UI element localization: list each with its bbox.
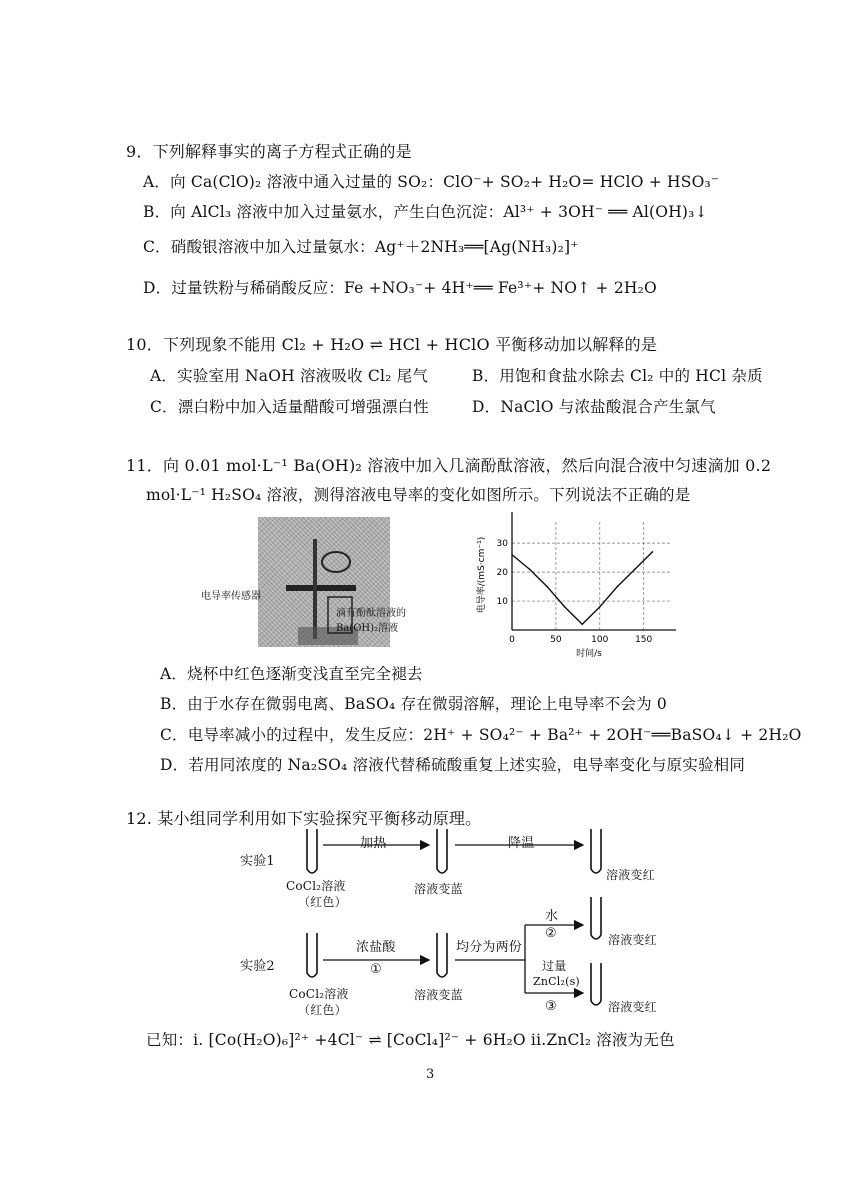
data-point-8 (652, 551, 654, 553)
q12-known: 已知：i. [Co(H₂O)₆]²⁺ +4Cl⁻ ⇌ [CoCl₄]²⁻ + 6H₂O ii.ZnCl₂ 溶液为无色 (146, 1031, 675, 1049)
page-number: 3 (426, 1067, 435, 1082)
exp1-start-color: （红色） (298, 895, 347, 909)
data-point-0 (511, 554, 513, 556)
exp1-tube-start (307, 829, 317, 873)
data-point-3 (564, 606, 566, 608)
y-tick-label-2: 30 (496, 539, 508, 550)
exp2-start-solution: CoCl₂溶液 (289, 987, 349, 1001)
q10-option-b: B．用饱和食盐水除去 Cl₂ 中的 HCl 杂质 (472, 367, 763, 385)
q11-option-a: A．烧杯中红色逐渐变浅直至完全褪去 (160, 665, 423, 683)
q10-option-c: C．漂白粉中加入适量醋酸可增强漂白性 (150, 398, 429, 416)
exp2-tube-water (591, 897, 601, 939)
exp2-tube-mid (437, 933, 447, 977)
data-point-7 (634, 568, 636, 570)
q10-option-d: D．NaClO 与浓盐酸混合产生氯气 (472, 398, 716, 416)
q9-option-d: D．过量铁粉与稀硝酸反应：Fe +NO₃⁻+ 4H⁺══ Fe³⁺+ NO↑ + 2H₂O (143, 279, 657, 297)
q9-stem: 9．下列解释事实的离子方程式正确的是 (126, 142, 412, 161)
exp2-excess-label: 过量 (542, 959, 567, 973)
exp2-start-color: （红色） (298, 1003, 347, 1017)
exp1-tube-mid (437, 829, 447, 873)
exp2-step2-number: ② (545, 926, 557, 941)
q10-option-a: A．实验室用 NaOH 溶液吸收 Cl₂ 尾气 (150, 367, 429, 385)
exp1-end-result: 溶液变红 (606, 868, 655, 882)
x-axis-label: 时间/s (576, 649, 602, 658)
exp2-step1-number: ① (370, 962, 382, 977)
q12-stem: 12. 某小组同学利用如下实验探究平衡移动原理。 (126, 809, 482, 828)
exp1-heat-label: 加热 (360, 836, 387, 851)
data-point-6 (617, 586, 619, 588)
exp1-label: 实验1 (240, 854, 275, 869)
x-tick-label-2: 100 (591, 635, 609, 645)
solution-label-1: 滴有酚酞溶液的 (336, 608, 406, 619)
q10-stem: 10．下列现象不能用 Cl₂ + H₂O ⇌ HCl + HClO 平衡移动加以解释的是 (126, 335, 658, 354)
x-tick-label-3: 150 (635, 635, 653, 645)
exp1-tube-end (591, 829, 601, 873)
q11-stem-line1: 11．向 0.01 mol·L⁻¹ Ba(OH)₂ 溶液中加入几滴酚酞溶液，然后向混合液中匀速滴加 0.2 (126, 456, 772, 475)
q9-option-a: A．向 Ca(ClO)₂ 溶液中通入过量的 SO₂：ClO⁻+ SO₂+ H₂O= HClO + HSO₃⁻ (143, 173, 720, 191)
exp2-tube-start (307, 933, 317, 977)
x-tick-label-1: 50 (550, 635, 562, 645)
exp2-water-label: 水 (545, 909, 559, 924)
exp2-zncl2-label: ZnCl₂(s) (533, 975, 580, 988)
exp2-mid-result: 溶液变蓝 (414, 988, 463, 1002)
y-tick-label-0: 10 (496, 597, 508, 608)
data-point-4 (581, 623, 583, 625)
conductivity-chart (470, 508, 690, 658)
data-point-5 (599, 606, 601, 608)
exp2-split-label: 均分为两份 (456, 940, 523, 955)
data-point-2 (546, 586, 548, 588)
exp2-label: 实验2 (240, 959, 275, 974)
exp1-start-solution: CoCl₂溶液 (286, 879, 346, 893)
y-axis-label: 电导率/(mS·cm⁻¹) (477, 536, 487, 614)
exp2-hcl-label: 浓盐酸 (356, 940, 396, 955)
q11-option-c: C．电导率减小的过程中，发生反应：2H⁺ + SO₄²⁻ + Ba²⁺ + 2OH⁻══BaSO₄↓ + 2H₂O (160, 726, 802, 744)
q9-option-c: C．硝酸银溶液中加入过量氨水：Ag⁺＋2NH₃══[Ag(NH₃)₂]⁺ (143, 238, 579, 256)
exp2-water-result: 溶液变红 (608, 933, 657, 947)
q11-option-d: D．若用同浓度的 Na₂SO₄ 溶液代替稀硫酸重复上述实验，电导率变化与原实验相同 (160, 756, 746, 774)
q11-stem-line2: mol·L⁻¹ H₂SO₄ 溶液，测得溶液电导率的变化如图所示。下列说法不正确的是 (146, 486, 691, 504)
solution-label-2: Ba(OH)₂溶液 (336, 623, 399, 634)
q9-option-b: B．向 AlCl₃ 溶液中加入过量氨水，产生白色沉淀：Al³⁺ + 3OH⁻ ══ Al(OH)₃↓ (143, 203, 708, 221)
exp2-zncl2-result: 溶液变红 (608, 1000, 657, 1014)
y-tick-label-1: 20 (496, 568, 508, 579)
exp2-step3-number: ③ (545, 999, 557, 1014)
exp1-mid-result: 溶液变蓝 (414, 882, 463, 896)
exp1-cool-label: 降温 (508, 836, 535, 851)
sensor-label: 电导率传感器 (201, 591, 261, 602)
data-point-1 (529, 568, 531, 570)
q11-option-b: B．由于水存在微弱电离、BaSO₄ 存在微弱溶解，理论上电导率不会为 0 (160, 695, 667, 713)
x-tick-label-0: 0 (509, 635, 515, 645)
exp2-tube-zncl2 (591, 963, 601, 1005)
conductivity-line (512, 552, 652, 624)
